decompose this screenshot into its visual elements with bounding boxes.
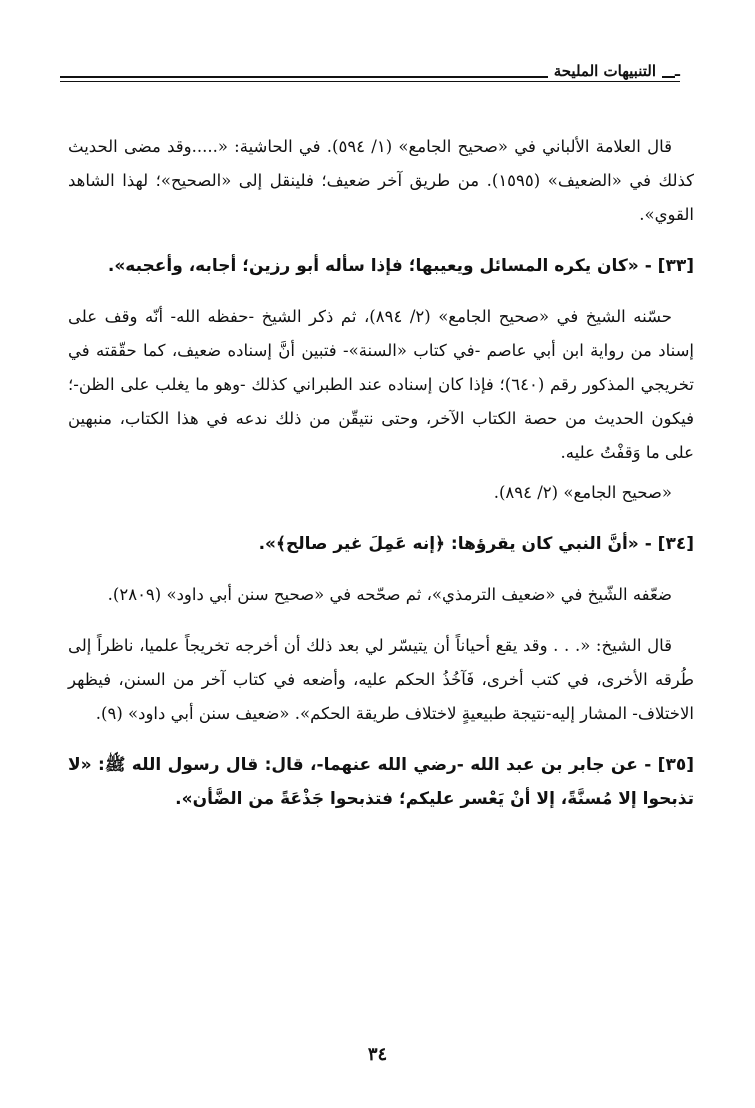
header-rule-thin xyxy=(60,81,680,82)
commentary-paragraph: «صحيح الجامع» (٢/ ٨٩٤). xyxy=(493,483,672,502)
commentary-paragraph: حسّنه الشيخ في «صحيح الجامع» (٢/ ٨٩٤)، ثم ذكر الشيخ -حفظه الله- أنّه وقف على إسناد من رواية ابن أبي عاصم -في كتاب «السنة»- فتبين أنَّ إسناده ضعيف، كما حقّقته في تخريجي المذكور رقم (٦٤٠)؛ فإذا كان إسناده عند الطبراني كذلك -وهو ما يغلب على الظن-؛ فيكون الحديث من حصة الكتاب الآخر، وحتى نتيقّن من ذلك ندعه في هذا الكتاب، منبهين على ما وَقفْتُ عليه. xyxy=(68,307,694,462)
commentary-paragraph: قال الشيخ: «. . . وقد يقع أحياناً أن يتيسّر لي بعد ذلك أن أخرجه تخريجاً علميا، ناظراً إلى طُرقه الأخرى، في كتب أخرى، فَآخُذُ الحكم عليه، وأضعه في كتاب آخر من السنن، فيظهر الاختلاف- المشار إليه-نتيجة طبيعيةٍ لاختلاف طريقة الحكم». «ضعيف سنن أبي داود» (٩). xyxy=(68,636,694,723)
page-number: ٣٤ xyxy=(367,1044,388,1065)
hadith-entry: [٣٣] - «كان يكره المسائل ويعيبها؛ فإذا سأله أبو رزين؛ أجابه، وأعجبه». xyxy=(107,256,694,276)
running-header xyxy=(60,62,680,92)
page-body xyxy=(68,130,694,833)
hadith-entry: [٣٤] - «أنَّ النبي كان يقرؤها: ﴿إنه عَمِلَ غير صالح﴾». xyxy=(258,534,694,554)
hadith-entry: [٣٥] - عن جابر بن عبد الله -رضي الله عنهما-، قال: قال رسول الله ﷺ: «لا تذبحوا إلا مُسنَّةً، إلا أنْ يَعْسر عليكم؛ فتذبحوا جَذْعَةً من الضَّأن». xyxy=(68,755,694,809)
commentary-paragraph: قال العلامة الألباني في «صحيح الجامع» (١/ ٥٩٤). في الحاشية: «.....وقد مضى الحديث كذلك في «الضعيف» (١٥٩٥). من طريق آخر ضعيف؛ فلينقل إلى «الصحيح»؛ لهذا الشاهد القوي». xyxy=(68,137,694,224)
running-header-title: التنبيهات المليحة xyxy=(548,62,662,80)
header-dash: ـ xyxy=(674,62,680,80)
commentary-paragraph: ضعّفه الشّيخ في «ضعيف الترمذي»، ثم صحّحه في «صحيح سنن أبي داود» (٢٨٠٩). xyxy=(107,585,672,604)
